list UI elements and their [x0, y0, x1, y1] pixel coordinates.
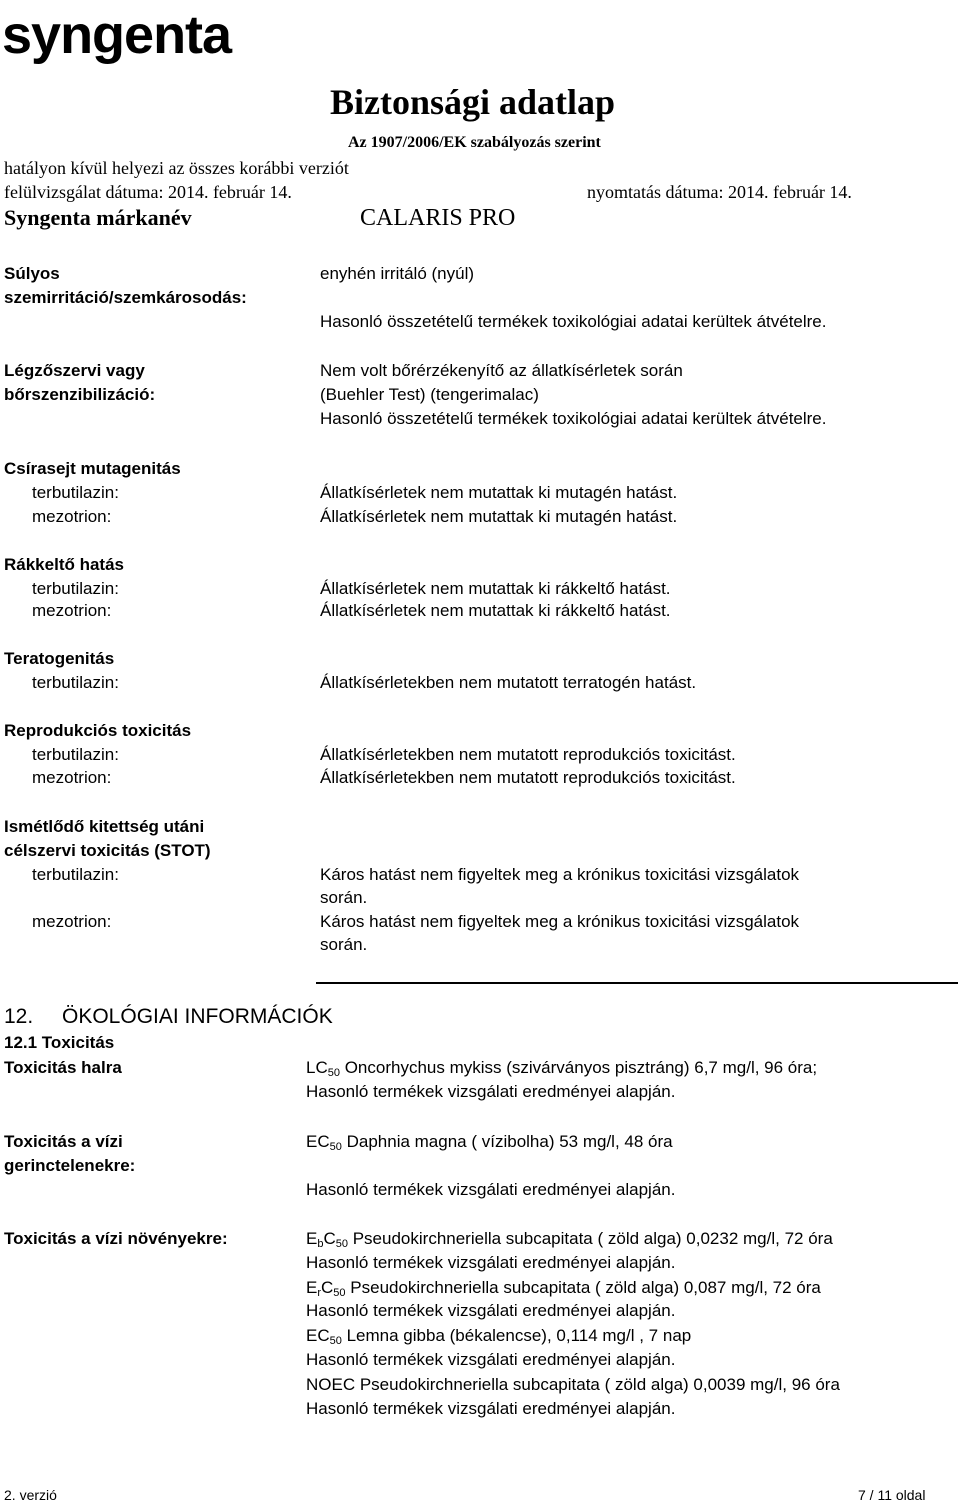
reproductive-terbutilazin-value: Állatkísérletekben nem mutatott reprodukciós toxicitást. — [320, 745, 736, 764]
supersedes-note: hatályon kívül helyezi az összes korábbi verziót — [4, 158, 349, 178]
document-title: Biztonsági adatlap — [330, 82, 616, 122]
product-name: CALARIS PRO — [360, 205, 516, 231]
mutagenicity-heading: Csírasejt mutagenitás — [4, 459, 181, 478]
plant-toxicity-note-3: Hasonló termékek vizsgálati eredményei alapján. — [306, 1350, 676, 1369]
stot-heading-2: célszervi toxicitás (STOT) — [4, 841, 211, 860]
print-date: nyomtatás dátuma: 2014. február 14. — [587, 182, 852, 202]
carcinogenicity-terbutilazin-value: Állatkísérletek nem mutattak ki rákkeltő hatást. — [320, 579, 671, 598]
plant-toxicity-value-1: $E_bC_{50}$ Pseudokirchneriella subcapitata ( zöld alga) 0,0232 mg/l, 72 óra — [306, 1229, 833, 1250]
reproductive-mezotrion-label: mezotrion: — [32, 768, 112, 787]
invertebrate-toxicity-value: $EC_{50}$ Daphnia magna ( vízibolha) 53 mg/l, 48 óra — [306, 1132, 673, 1153]
carcinogenicity-mezotrion-value: Állatkísérletek nem mutattak ki rákkeltő hatást. — [320, 601, 671, 620]
plant-toxicity-note-4: Hasonló termékek vizsgálati eredményei alapján. — [306, 1399, 676, 1418]
carcinogenicity-mezotrion-label: mezotrion: — [32, 601, 112, 620]
reproductive-mezotrion-value: Állatkísérletekben nem mutatott reprodukciós toxicitást. — [320, 768, 736, 787]
invertebrate-toxicity-label: Toxicitás a vízi — [4, 1132, 123, 1151]
regulation-subtitle: Az 1907/2006/EK szabályozás szerint — [348, 134, 601, 151]
eye-irritation-value: enyhén irritáló (nyúl) — [320, 264, 475, 283]
plant-toxicity-label: Toxicitás a vízi növényekre: — [4, 1229, 228, 1248]
stot-heading: Ismétlődő kitettség utáni — [4, 817, 205, 836]
fish-toxicity-note: Hasonló termékek vizsgálati eredményei alapján. — [306, 1082, 676, 1101]
reproductive-terbutilazin-label: terbutilazin: — [32, 745, 119, 764]
mutagenicity-terbutilazin-label: terbutilazin: — [32, 483, 119, 502]
footer-version: 2. verzió — [4, 1487, 57, 1503]
carcinogenicity-heading: Rákkeltő hatás — [4, 555, 124, 574]
section-12-number: 12. — [4, 1005, 34, 1028]
sensitization-value: Nem volt bőrérzékenyítő az állatkísérletek során — [320, 361, 683, 380]
stot-terbutilazin-label: terbutilazin: — [32, 865, 119, 884]
teratogenicity-terbutilazin-value: Állatkísérletekben nem mutatott terratogén hatást. — [320, 673, 697, 692]
reproductive-toxicity-heading: Reprodukciós toxicitás — [4, 721, 192, 740]
teratogenicity-heading: Teratogenitás — [4, 649, 115, 668]
stot-terbutilazin-value-2: során. — [320, 888, 368, 907]
brand-label: Syngenta márkanév — [4, 205, 192, 230]
invertebrate-toxicity-note: Hasonló termékek vizsgálati eredményei alapján. — [306, 1180, 676, 1199]
teratogenicity-terbutilazin-label: terbutilazin: — [32, 673, 119, 692]
plant-toxicity-value-3: $EC_{50}$ Lemna gibba (békalencse), 0,114 mg/l , 7 nap — [306, 1326, 692, 1347]
footer-page-number: 7 / 11 oldal — [858, 1487, 926, 1503]
eye-irritation-note: Hasonló összetételű termékek toxikológiai adatai kerültek átvételre. — [320, 312, 827, 331]
invertebrate-toxicity-label-2: gerinctelenekre: — [4, 1156, 136, 1175]
eye-irritation-label-2: szemirritáció/szemkárosodás: — [4, 288, 247, 307]
stot-terbutilazin-value: Káros hatást nem figyeltek meg a krónikus toxicitási vizsgálatok — [320, 865, 800, 884]
eye-irritation-label: Súlyos — [4, 264, 60, 283]
section-divider — [316, 982, 958, 984]
carcinogenicity-terbutilazin-label: terbutilazin: — [32, 579, 119, 598]
mutagenicity-mezotrion-value: Állatkísérletek nem mutattak ki mutagén hatást. — [320, 507, 678, 526]
fish-toxicity-value: $LC_{50}$ Oncorhychus mykiss (szivárványos pisztráng) 6,7 mg/l, 96 óra; — [306, 1058, 818, 1079]
fish-toxicity-label: Toxicitás halra — [4, 1058, 122, 1077]
sensitization-note: Hasonló összetételű termékek toxikológiai adatai kerültek átvételre. — [320, 409, 827, 428]
toxicity-subheading: 12.1 Toxicitás — [4, 1033, 115, 1052]
stot-mezotrion-label: mezotrion: — [32, 912, 112, 931]
plant-toxicity-value-4: NOEC Pseudokirchneriella subcapitata ( zöld alga) 0,0039 mg/l, 96 óra — [306, 1375, 840, 1394]
sensitization-test: (Buehler Test) (tengerimalac) — [320, 385, 539, 404]
sensitization-label: Légzőszervi vagy — [4, 361, 145, 380]
mutagenicity-terbutilazin-value: Állatkísérletek nem mutattak ki mutagén hatást. — [320, 483, 678, 502]
plant-toxicity-note-2: Hasonló termékek vizsgálati eredményei alapján. — [306, 1301, 676, 1320]
syngenta-logo: syngenta — [2, 5, 232, 65]
section-12-title: ÖKOLÓGIAI INFORMÁCIÓK — [62, 1005, 333, 1028]
sensitization-label-2: bőrszenzibilizáció: — [4, 385, 156, 404]
mutagenicity-mezotrion-label: mezotrion: — [32, 507, 112, 526]
plant-toxicity-value-2: $E_rC_{50}$ Pseudokirchneriella subcapitata ( zöld alga) 0,087 mg/l, 72 óra — [306, 1278, 821, 1299]
stot-mezotrion-value-2: során. — [320, 935, 368, 954]
plant-toxicity-note-1: Hasonló termékek vizsgálati eredményei alapján. — [306, 1253, 676, 1272]
stot-mezotrion-value: Káros hatást nem figyeltek meg a krónikus toxicitási vizsgálatok — [320, 912, 800, 931]
revision-date: felülvizsgálat dátuma: 2014. február 14. — [4, 182, 292, 202]
